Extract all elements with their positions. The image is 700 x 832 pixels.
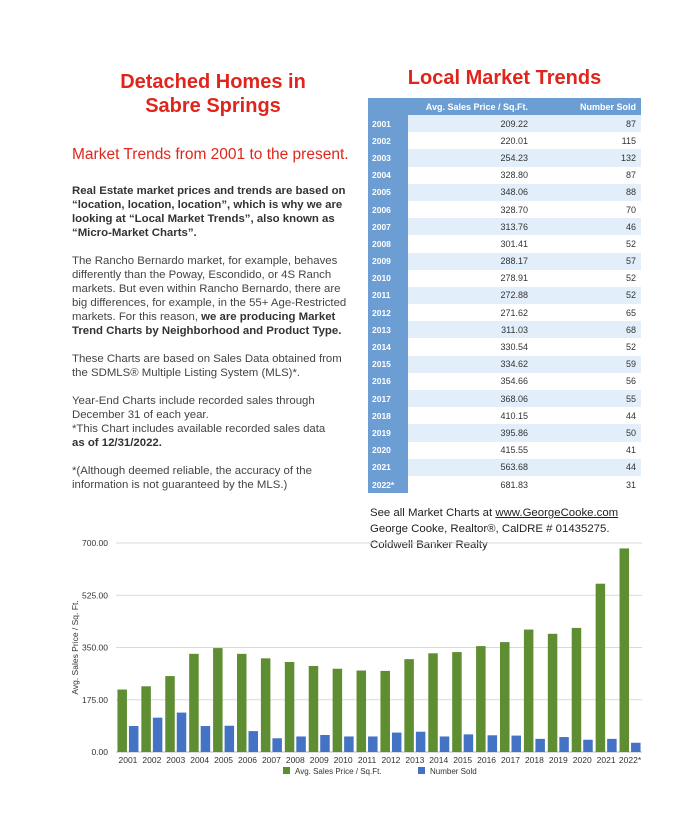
contact-prefix: See all Market Charts at — [370, 507, 496, 520]
price-bar — [333, 669, 343, 752]
cell-sold: 31 — [532, 476, 641, 493]
x-tick-label: 2020 — [572, 755, 592, 765]
contact-line2: George Cooke, Realtor®, CalDRE # 01435275. — [370, 523, 610, 536]
price-bar — [261, 658, 271, 752]
price-bar — [572, 628, 582, 752]
cell-year: 2018 — [368, 407, 408, 424]
cell-sold: 46 — [532, 218, 641, 235]
sold-bar — [129, 726, 139, 752]
cell-price: 278.91 — [408, 270, 532, 287]
table-row — [368, 270, 641, 287]
cell-price: 311.03 — [408, 321, 532, 338]
cell-price: 220.01 — [408, 132, 532, 149]
cell-sold: 56 — [532, 373, 641, 390]
cell-price: 681.83 — [408, 476, 532, 493]
table-row — [368, 373, 641, 390]
sold-bar — [488, 735, 498, 752]
x-tick-label: 2019 — [548, 755, 568, 765]
table-row — [368, 167, 641, 184]
x-tick-label: 2018 — [524, 755, 544, 765]
x-tick-label: 2004 — [190, 755, 210, 765]
legend-label-price: Avg. Sales Price / Sq.Ft. — [295, 767, 382, 776]
cell-sold: 87 — [532, 167, 641, 184]
x-tick-label: 2006 — [238, 755, 257, 765]
cell-year: 2014 — [368, 338, 408, 355]
table-row — [368, 459, 641, 476]
contact-line1 — [370, 505, 641, 521]
cell-year: 2021 — [368, 459, 408, 476]
table-row — [368, 253, 641, 270]
price-bar — [620, 548, 630, 752]
cell-year: 2017 — [368, 390, 408, 407]
trends-column — [368, 66, 641, 553]
sold-bar — [320, 735, 330, 752]
y-tick-label: 350.00 — [82, 642, 108, 653]
x-tick-label: 2007 — [261, 755, 281, 765]
sold-bar — [201, 726, 211, 752]
cell-sold: 44 — [532, 459, 641, 476]
cell-year: 2020 — [368, 442, 408, 459]
year-end-line1: Year-End Charts include recorded sales through December 31 of each year. — [72, 395, 315, 421]
disclaimer-paragraph: *(Although deemed reliable, the accuracy of the information is not guaranteed by the MLS.) — [72, 465, 312, 491]
page-title-line2: Sabre Springs — [145, 95, 281, 117]
cell-price: 330.54 — [408, 338, 532, 355]
cell-year: 2003 — [368, 149, 408, 166]
price-bar — [237, 654, 247, 752]
price-bar — [141, 686, 151, 752]
cell-price: 368.06 — [408, 390, 532, 407]
cell-year: 2011 — [368, 287, 408, 304]
table-row — [368, 149, 641, 166]
sold-bar — [296, 736, 306, 752]
x-tick-label: 2022* — [618, 755, 642, 765]
year-end-date: as of 12/31/2022. — [72, 437, 162, 449]
sold-bar — [344, 736, 354, 752]
table-row — [368, 338, 641, 355]
header-year — [368, 98, 408, 115]
y-axis-label: Avg. Sales Price / Sq. Ft. — [70, 600, 80, 695]
x-tick-label: 2017 — [501, 755, 520, 765]
y-tick-label: 175.00 — [82, 694, 108, 705]
x-tick-label: 2015 — [453, 755, 473, 765]
x-tick-label: 2009 — [309, 755, 329, 765]
sold-bar — [607, 739, 617, 752]
sold-bar — [559, 737, 569, 752]
cell-year: 2010 — [368, 270, 408, 287]
table-row — [368, 476, 641, 493]
intro-paragraph: Real Estate market prices and trends are based on “location, location, location”, which is why we are looking at “Local Market Trends”, also known as “Micro-Market Charts”. — [72, 185, 346, 239]
cell-year: 2008 — [368, 235, 408, 252]
header-sold: Number Sold — [532, 98, 641, 115]
website-link[interactable]: www.GeorgeCooke.com — [495, 507, 619, 520]
sold-bar — [440, 736, 450, 752]
year-end-line2: *This Chart includes available recorded sales data — [72, 423, 326, 435]
cell-sold: 132 — [532, 149, 641, 166]
cell-price: 415.55 — [408, 442, 532, 459]
table-row — [368, 356, 641, 373]
sold-bar — [535, 739, 545, 752]
cell-sold: 52 — [532, 338, 641, 355]
data-source-paragraph: These Charts are based on Sales Data obtained from the SDMLS® Multiple Listing System (MLS)*. — [72, 353, 342, 379]
price-bar — [524, 630, 534, 752]
cell-sold: 88 — [532, 184, 641, 201]
cell-price: 301.41 — [408, 235, 532, 252]
cell-sold: 115 — [532, 132, 641, 149]
cell-year: 2001 — [368, 115, 408, 132]
cell-year: 2002 — [368, 132, 408, 149]
market-paragraph — [72, 254, 354, 338]
legend-swatch-price — [283, 767, 290, 774]
cell-sold: 65 — [532, 304, 641, 321]
table-body — [368, 115, 641, 493]
cell-price: 334.62 — [408, 356, 532, 373]
cell-price: 348.06 — [408, 184, 532, 201]
cell-year: 2016 — [368, 373, 408, 390]
price-bar — [189, 654, 199, 752]
cell-year: 2013 — [368, 321, 408, 338]
cell-sold: 44 — [532, 407, 641, 424]
cell-price: 209.22 — [408, 115, 532, 132]
year-end-paragraph — [72, 394, 354, 450]
table-row — [368, 115, 641, 132]
price-bar — [428, 653, 438, 752]
x-tick-label: 2010 — [333, 755, 353, 765]
price-bar — [213, 648, 223, 752]
sold-bar — [249, 731, 259, 752]
cell-price: 354.66 — [408, 373, 532, 390]
cell-price: 313.76 — [408, 218, 532, 235]
table-row — [368, 407, 641, 424]
legend-label-sold: Number Sold — [430, 767, 477, 776]
table-row — [368, 321, 641, 338]
cell-year: 2019 — [368, 424, 408, 441]
cell-sold: 55 — [532, 390, 641, 407]
cell-price: 328.70 — [408, 201, 532, 218]
table-row — [368, 235, 641, 252]
price-bar — [357, 671, 367, 752]
price-sales-chart — [0, 530, 700, 832]
cell-year: 2006 — [368, 201, 408, 218]
price-bar — [452, 652, 462, 752]
x-tick-label: 2002 — [142, 755, 162, 765]
sold-bar — [153, 718, 163, 752]
legend-swatch-sold — [418, 767, 425, 774]
price-bar — [380, 671, 390, 752]
cell-price: 272.88 — [408, 287, 532, 304]
sold-bar — [583, 740, 593, 752]
cell-year: 2007 — [368, 218, 408, 235]
table-row — [368, 304, 641, 321]
table-row — [368, 184, 641, 201]
intro-column — [72, 70, 354, 492]
sold-bar — [177, 713, 187, 752]
cell-year: 2012 — [368, 304, 408, 321]
table-row — [368, 132, 641, 149]
price-bar — [500, 642, 510, 752]
page-subtitle: Market Trends from 2001 to the present. — [72, 146, 349, 163]
table-header-row — [368, 98, 641, 115]
cell-sold: 41 — [532, 442, 641, 459]
cell-year: 2004 — [368, 167, 408, 184]
cell-year: 2009 — [368, 253, 408, 270]
x-tick-label: 2021 — [596, 755, 616, 765]
x-tick-label: 2008 — [285, 755, 305, 765]
page-title — [72, 70, 354, 118]
sold-bar — [416, 732, 426, 752]
cell-sold: 50 — [532, 424, 641, 441]
cell-sold: 70 — [532, 201, 641, 218]
cell-price: 271.62 — [408, 304, 532, 321]
price-bar — [309, 666, 319, 752]
market-paragraph-bold: we are producing Market Trend Charts by Neighborhood and Product Type. — [72, 311, 342, 337]
price-bar — [596, 584, 606, 752]
price-bar — [476, 646, 486, 752]
table-row — [368, 424, 641, 441]
cell-price: 288.17 — [408, 253, 532, 270]
cell-sold: 59 — [532, 356, 641, 373]
price-bar — [404, 659, 414, 752]
cell-sold: 87 — [532, 115, 641, 132]
x-tick-label: 2005 — [214, 755, 234, 765]
header-price: Avg. Sales Price / Sq.Ft. — [408, 98, 532, 115]
sold-bar — [392, 733, 402, 752]
x-tick-label: 2001 — [118, 755, 138, 765]
cell-price: 395.86 — [408, 424, 532, 441]
cell-year: 2005 — [368, 184, 408, 201]
cell-price: 563.68 — [408, 459, 532, 476]
price-bar — [285, 662, 295, 752]
y-tick-label: 700.00 — [82, 538, 108, 548]
contact-line3: Coldwell Banker Realty — [370, 539, 488, 552]
sold-bar — [464, 734, 474, 752]
x-tick-label: 2012 — [381, 755, 401, 765]
sold-bar — [631, 743, 641, 752]
y-tick-label: 525.00 — [82, 590, 108, 601]
table-row — [368, 390, 641, 407]
x-tick-label: 2003 — [166, 755, 186, 765]
sold-bar — [512, 736, 522, 752]
cell-sold: 52 — [532, 270, 641, 287]
cell-sold: 52 — [532, 287, 641, 304]
cell-price: 254.23 — [408, 149, 532, 166]
y-tick-label: 0.00 — [91, 747, 108, 757]
cell-year: 2015 — [368, 356, 408, 373]
market-paragraph-text: The Rancho Bernardo market, for example, behaves differently than the Poway, Escondido, or 4S Ranch markets. But even within Rancho Bernardo, there are big differences, for example, in the 55+ Age-Restricted markets. For this reason, — [72, 255, 347, 323]
price-bar — [165, 676, 175, 752]
table-row — [368, 218, 641, 235]
price-bar — [117, 690, 127, 752]
cell-price: 410.15 — [408, 407, 532, 424]
page-title-line1: Detached Homes in — [120, 71, 306, 93]
x-tick-label: 2011 — [357, 755, 377, 765]
x-tick-label: 2013 — [405, 755, 425, 765]
table-title: Local Market Trends — [407, 67, 602, 89]
cell-year: 2022* — [368, 476, 408, 493]
cell-price: 328.80 — [408, 167, 532, 184]
cell-sold: 57 — [532, 253, 641, 270]
market-trends-table — [368, 98, 641, 493]
table-row — [368, 201, 641, 218]
cell-sold: 52 — [532, 235, 641, 252]
x-tick-label: 2016 — [477, 755, 497, 765]
x-tick-label: 2014 — [429, 755, 449, 765]
sold-bar — [225, 726, 235, 752]
sold-bar — [368, 736, 378, 752]
cell-sold: 68 — [532, 321, 641, 338]
price-bar — [548, 634, 558, 752]
table-row — [368, 287, 641, 304]
sold-bar — [272, 738, 282, 752]
table-row — [368, 442, 641, 459]
